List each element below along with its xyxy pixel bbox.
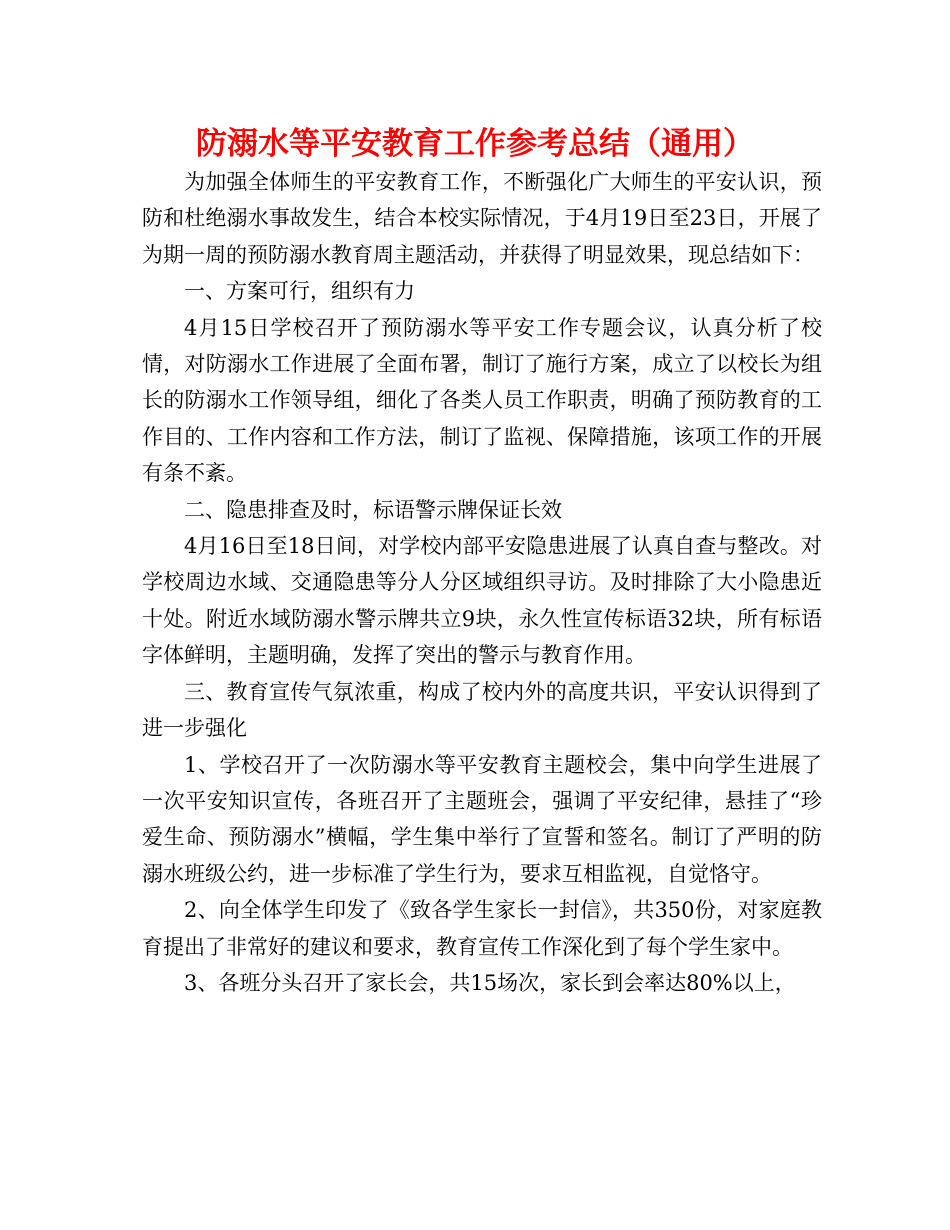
document-body (142, 164, 822, 1001)
section-heading-1: 一、方案可行，组织有力 (184, 279, 415, 304)
section-3-item-3: 3、各班分头召开了家长会，共15场次，家长到会率达80%以上， (184, 970, 796, 995)
section-2-paragraph: 4月16日至18日间，对学校内部平安隐患进展了认真自查与整改。对学校周边水域、交通隐患等分人分区域组织寻访。及时排除了大小隐患近十处。附近水域防溺水警示牌共立9块，永久性宣传标语32块，所有标语字体鲜明，主题明确，发挥了突出的警示与教育作用。 (142, 534, 822, 668)
intro-paragraph: 为加强全体师生的平安教育工作，不断强化广大师生的平安认识，预防和杜绝溺水事故发生，结合本校实际情况，于4月19日至23日，开展了为期一周的预防溺水教育周主题活动，并获得了明显效果，现总结如下： (142, 170, 822, 267)
section-heading-2: 二、隐患排查及时，标语警示牌保证长效 (184, 497, 562, 522)
section-1-paragraph: 4月15日学校召开了预防溺水等平安工作专题会议，认真分析了校情，对防溺水工作进展了全面布署，制订了施行方案，成立了以校长为组长的防溺水工作领导组，细化了各类人员工作职责，明确了预防教育的工作目的、工作内容和工作方法，制订了监视、保障措施，该项工作的开展有条不紊。 (142, 315, 822, 486)
section-3-item-2: 2、向全体学生印发了《致各学生家长一封信》，共350份，对家庭教育提出了非常好的建议和要求，教育宣传工作深化到了每个学生家中。 (142, 898, 822, 959)
section-3-item-1: 1、学校召开了一次防溺水等平安教育主题校会，集中向学生进展了一次平安知识宣传，各班召开了主题班会，强调了平安纪律，悬挂了“珍爱生命、预防溺水”横幅，学生集中举行了宣誓和签名。制订了严明的防溺水班级公约，进一步标准了学生行为，要求互相监视，自觉恪守。 (142, 752, 822, 886)
document-title: 防溺水等平安教育工作参考总结（通用） (196, 126, 754, 162)
section-heading-3: 三、教育宣传气氛浓重，构成了校内外的高度共识，平安认识得到了进一步强化 (142, 679, 822, 741)
